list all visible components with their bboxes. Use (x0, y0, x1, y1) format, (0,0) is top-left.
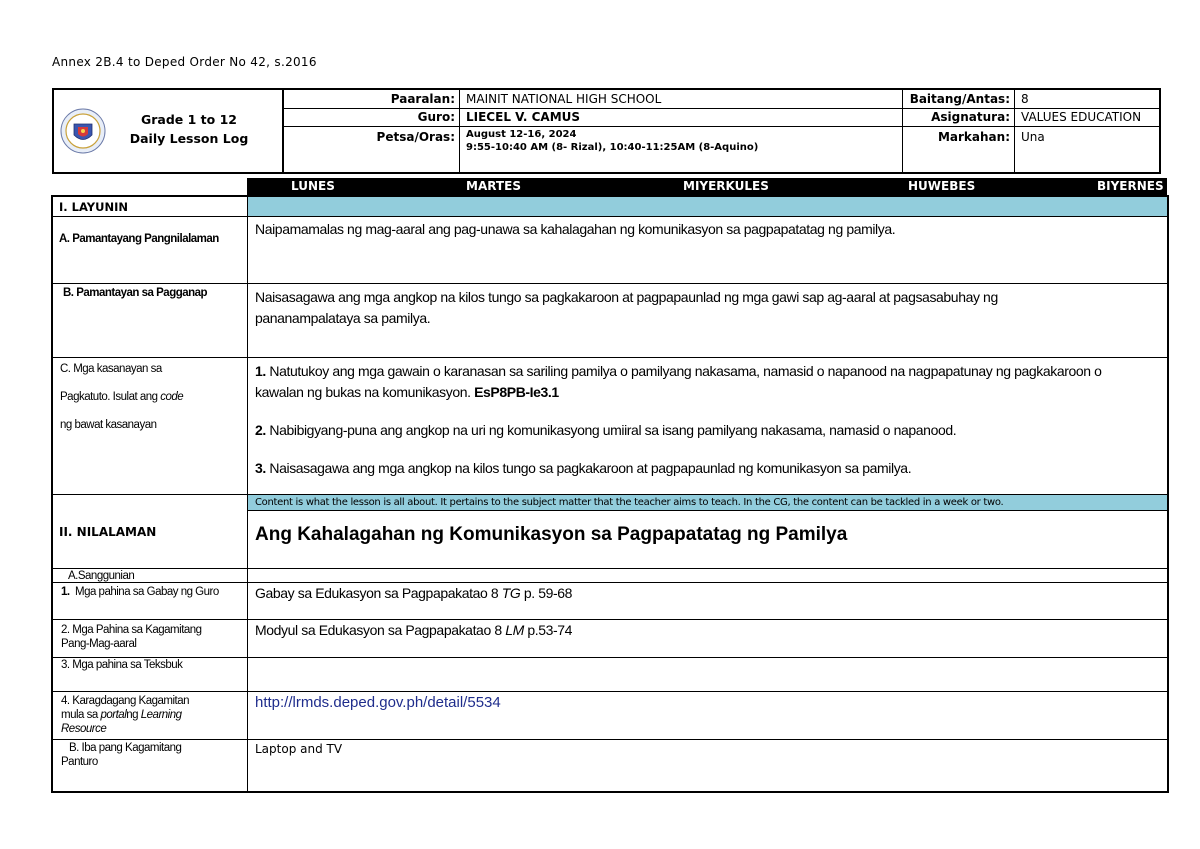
petsa-time: 9:55-10:40 AM (8- Rizal), 10:40-11:25AM (8-Aquino) (466, 142, 759, 153)
ref-2-label-1: 2. Mga Pahina sa Kagamitang (61, 624, 202, 636)
ref-2-book: Modyul sa Edukasyon sa Pagpapakatao 8 (255, 622, 502, 638)
row-ref-4 (53, 691, 1167, 740)
guro-label: Guro: (417, 110, 455, 124)
other-materials-label-1: B. Iba pang Kagamitang (69, 742, 182, 754)
header-table (52, 88, 1161, 174)
ref-1-text: Mga pahina sa Gabay ng Guro (74, 586, 219, 598)
grade-line-1: Grade 1 to 12 (141, 112, 237, 127)
c2-line (255, 420, 1160, 441)
ref-2-value (248, 620, 1167, 658)
c3-text: Naisasagawa ang mga angkop na kilos tungo sa pagkakaroon at pagpapaunlad ng komunikasyon sa pamilya. (269, 460, 912, 476)
ref-3-label: 3. Mga pahina sa Teksbuk (53, 658, 248, 692)
ref-4-ng: ng (126, 709, 139, 721)
petsa-value (460, 128, 900, 154)
row-sanggunian (53, 568, 1167, 583)
sanggunian-label: A.Sanggunian (53, 569, 248, 583)
c3-num: 3. (255, 460, 266, 476)
layunin-label: I. LAYUNIN (53, 197, 248, 216)
a-text: Naipamamalas ng mag-aaral ang pag-unawa sa kahalagahan ng komunikasyon sa pagpapatatag ng pamilya. (255, 221, 896, 237)
c2-num: 2. (255, 422, 266, 438)
c3-line (255, 458, 1160, 479)
ref-4-mula: mula sa (61, 709, 98, 721)
row-other-materials (53, 739, 1167, 792)
c-label-code: code (160, 391, 184, 403)
day-martes: MARTES (466, 179, 521, 193)
grade-title (114, 110, 264, 148)
deped-seal-icon (60, 108, 106, 154)
lesson-topic: Ang Kahalagahan ng Komunikasyon sa Pagpapatatag ng Pamilya (255, 524, 848, 545)
c-label-line-1: C. Mga kasanayan sa (60, 363, 162, 375)
day-miyerkules: MIYERKULES (683, 179, 769, 193)
b-text (248, 284, 1167, 358)
row-b (53, 283, 1167, 358)
ref-4-value (248, 692, 1167, 740)
header-logo-cell (54, 90, 283, 172)
petsa-date: August 12-16, 2024 (466, 129, 577, 140)
guro-value: LIECEL V. CAMUS (466, 110, 581, 124)
c1-line-1 (255, 361, 1160, 382)
markahan-value: Una (1021, 130, 1045, 144)
sanggunian-empty (248, 569, 1167, 583)
c-label-line-3: ng bawat kasanayan (60, 419, 157, 431)
paaralan-value: MAINIT NATIONAL HIGH SCHOOL (466, 92, 662, 106)
day-huwebes: HUWEBES (908, 179, 976, 193)
paaralan-label: Paaralan: (390, 92, 455, 106)
day-biyernes: BIYERNES (1097, 179, 1164, 193)
petsa-label: Petsa/Oras: (376, 130, 455, 144)
header-divider-2 (283, 126, 1159, 127)
ref-1-value (248, 583, 1167, 620)
c-label (53, 358, 248, 495)
other-materials-label (53, 740, 248, 792)
ref-2-pages: p.53-74 (527, 622, 573, 638)
c-label-line-2 (60, 390, 240, 404)
layunin-band (248, 197, 1167, 216)
row-a (53, 216, 1167, 284)
ref-4-label-1: 4. Karagdagang Kagamitan (61, 695, 190, 707)
c1-code: EsP8PB-Ie3.1 (474, 384, 559, 400)
c1-text2: kawalan ng bukas na komunikasyon. (255, 384, 471, 400)
a-label: A. Pamantayang Pangnilalaman (53, 217, 248, 284)
baitang-value: 8 (1021, 92, 1029, 106)
row-c (53, 357, 1167, 495)
ref-1-book: Gabay sa Edukasyon sa Pagpapakatao 8 (255, 585, 499, 601)
ref-4-label-2 (61, 708, 239, 722)
row-ref-1 (53, 582, 1167, 620)
nilalaman-label: II. NILALAMAN (53, 495, 248, 569)
asignatura-label: Asignatura: (931, 110, 1010, 124)
row-ref-2 (53, 619, 1167, 658)
day-lunes: LUNES (291, 179, 335, 193)
ref-3-value (248, 658, 1167, 692)
markahan-label: Markahan: (937, 130, 1010, 144)
ref-2-label-2: Pang-Mag-aaral (61, 638, 137, 650)
b-text-line-1: Naisasagawa ang mga angkop na kilos tungo sa pagkakaroon at pagpapaunlad ng mga gawi sap ag-aaral at pagsasabuhay ng (255, 289, 998, 305)
nilalaman-content (248, 495, 1167, 569)
row-nilalaman (53, 494, 1167, 569)
asignatura-value: VALUES EDUCATION (1021, 110, 1142, 124)
c1-text1: Natutukoy ang mga gawain o karanasan sa sariling pamilya o pamilyang nakasama, namasid o napanood na nagpapatunay ng pagkakaroon o (269, 363, 1102, 379)
ref-1-num: 1. (61, 586, 70, 598)
c2-text: Nabibigyang-puna ang angkop na uri ng komunikasyong umiiral sa isang pamilyang nakasama, namasid o napanood. (269, 422, 957, 438)
ref-4-portal: portal (100, 709, 127, 721)
ref-4-learning: Learning (140, 709, 182, 721)
content-note: Content is what the lesson is all about. It pertains to the subject matter that the teacher aims to teach. In the CG, the content can be tackled in a week or two. (248, 495, 1167, 511)
ref-2-label (53, 620, 248, 658)
ref-1-pages: p. 59-68 (523, 585, 573, 601)
row-layunin (53, 197, 1167, 216)
c1-line-2 (255, 382, 1160, 403)
c-text (248, 358, 1167, 495)
ref-4-label-3: Resource (61, 723, 107, 735)
c-label-text: Pagkatuto. Isulat ang (60, 391, 158, 403)
other-materials-label-2: Panturo (61, 756, 98, 768)
lesson-grid (51, 195, 1169, 793)
ref-1-label (53, 583, 248, 620)
grade-line-2: Daily Lesson Log (129, 131, 249, 146)
b-label: B. Pamantayan sa Pagganap (53, 284, 248, 358)
days-header (247, 178, 1167, 195)
baitang-label: Baitang/Antas: (909, 92, 1010, 106)
b-text-line-2: pananampalataya sa pamilya. (255, 310, 431, 326)
c1-num: 1. (255, 363, 266, 379)
ref-2-lm: LM (505, 622, 524, 638)
header-divider-1 (283, 108, 1159, 109)
row-ref-3 (53, 657, 1167, 692)
ref-4-label (53, 692, 248, 740)
ref-1-tg: TG (501, 585, 521, 601)
annex-reference: Annex 2B.4 to Deped Order No 42, s.2016 (52, 55, 317, 69)
lrmds-link[interactable]: http://lrmds.deped.gov.ph/detail/5534 (255, 694, 501, 711)
other-materials-value: Laptop and TV (255, 742, 343, 756)
